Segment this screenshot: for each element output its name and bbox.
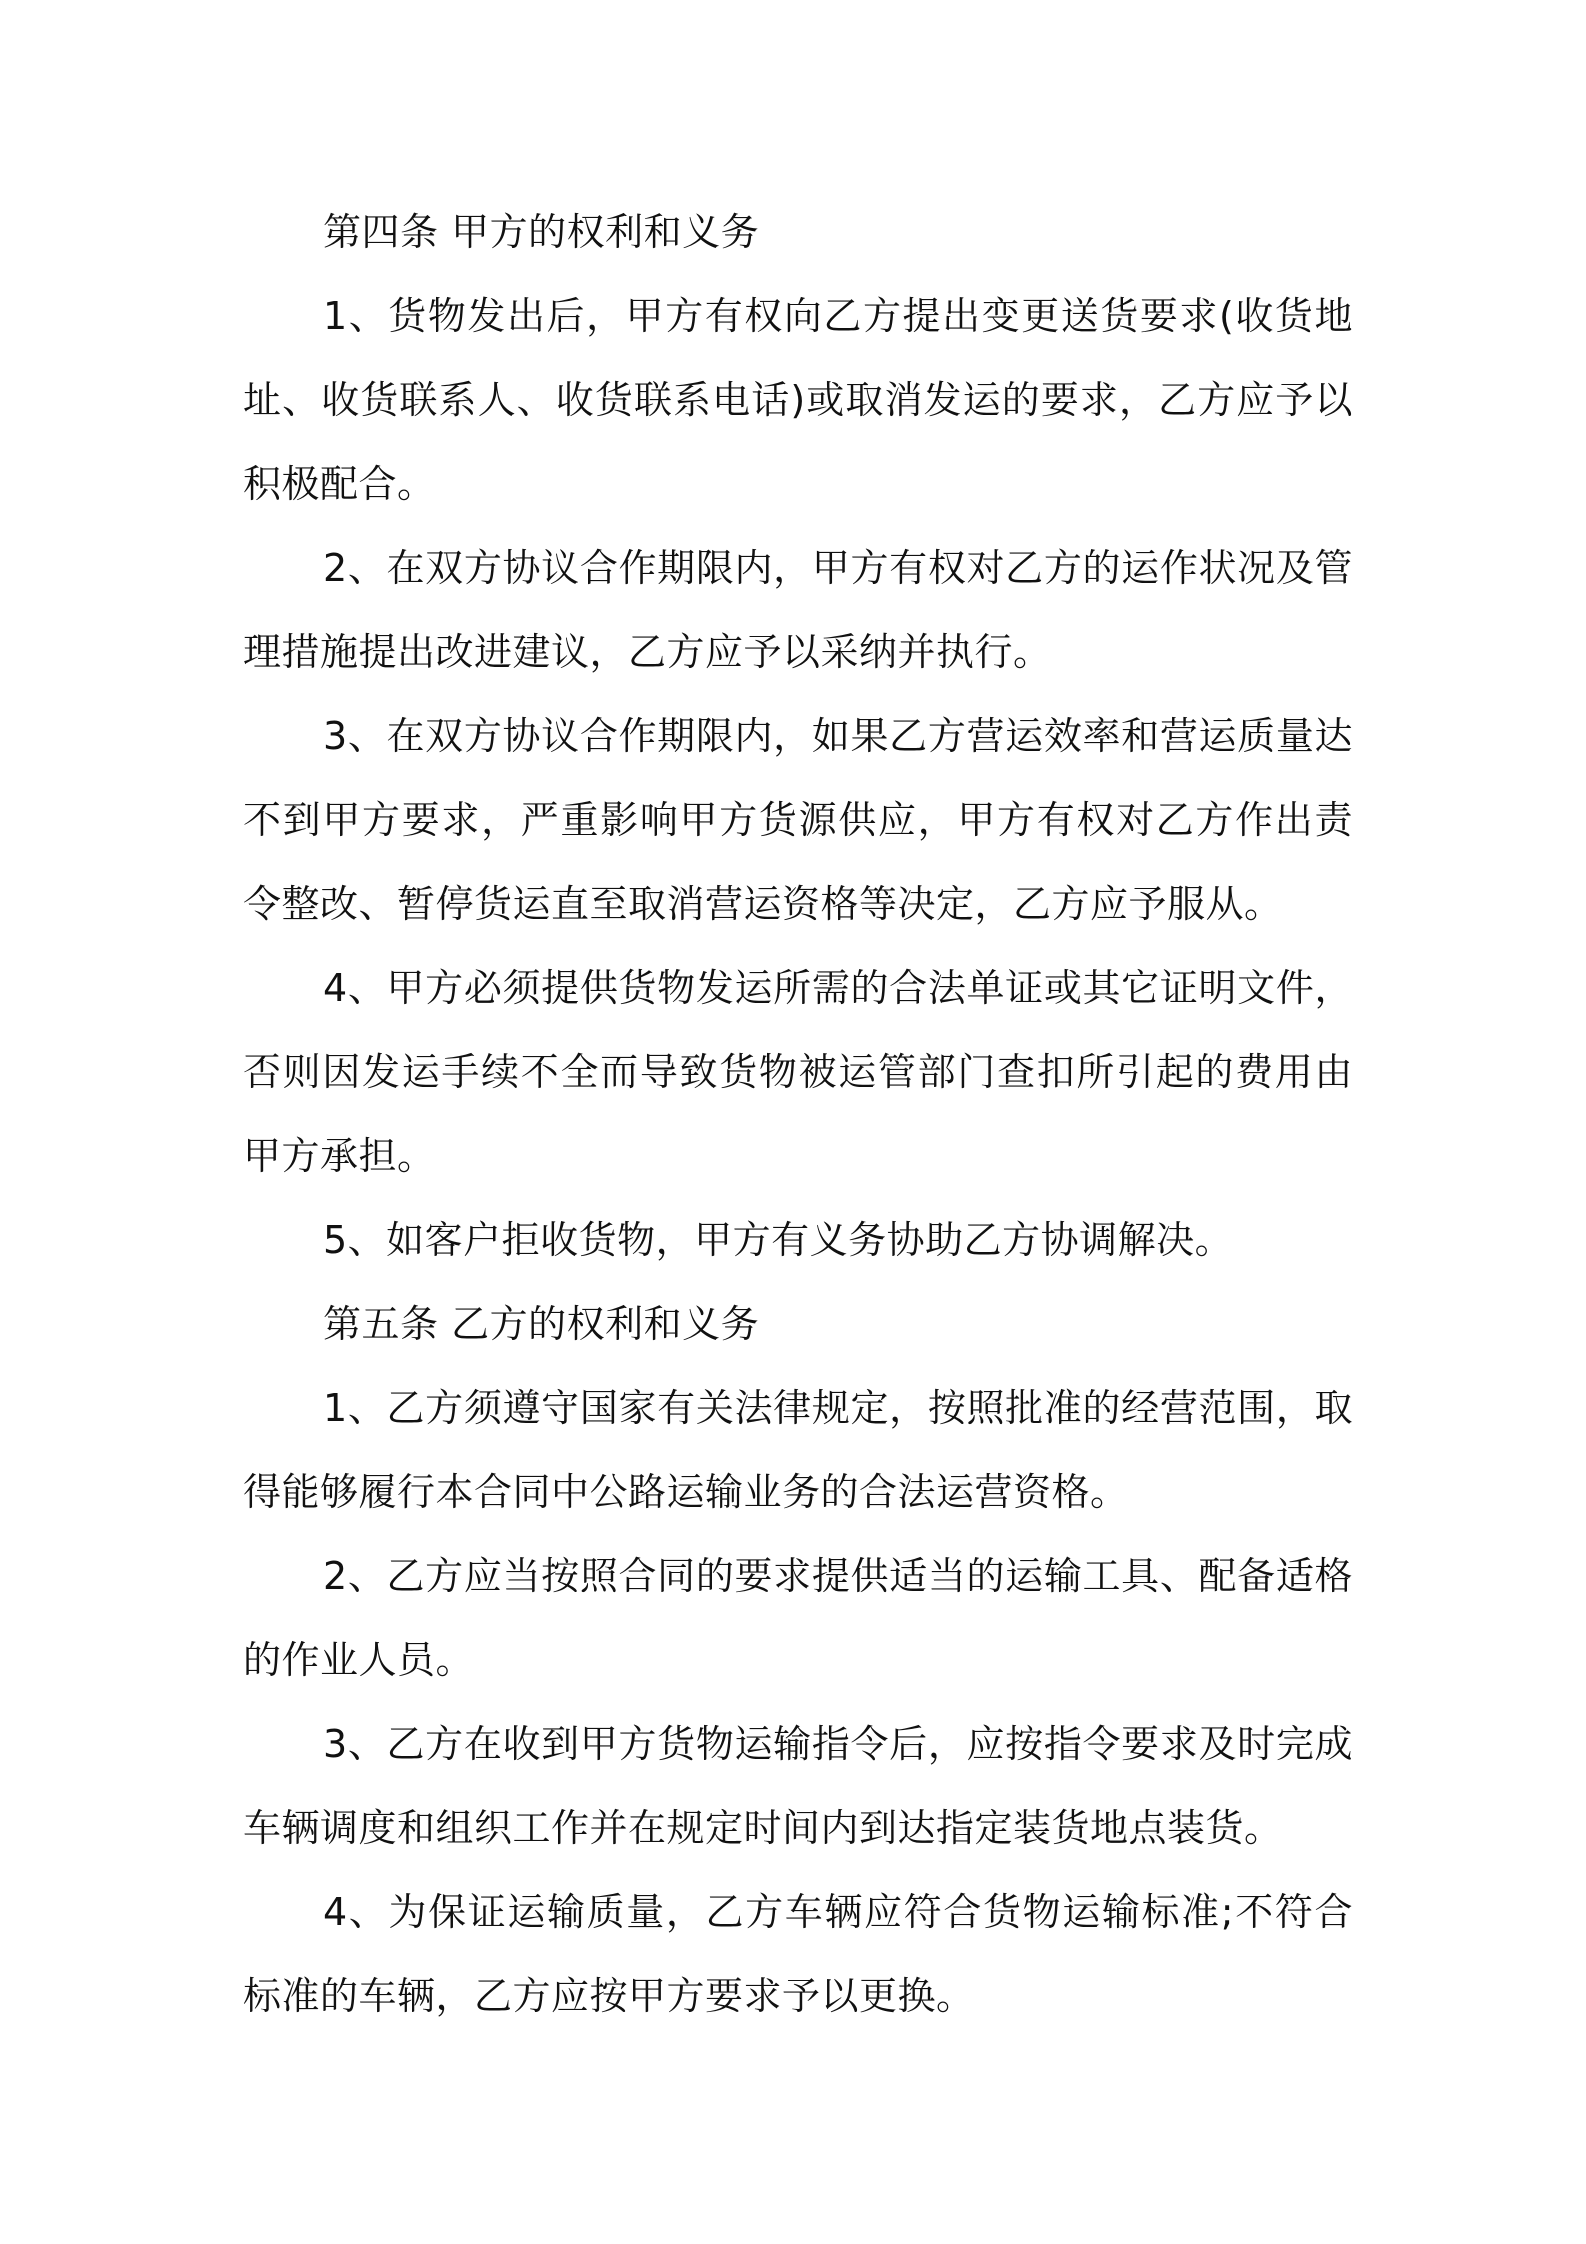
section-4-item-1: 1、货物发出后，甲方有权向乙方提出变更送货要求(收货地址、收货联系人、收货联系电话)或取消发运的要求，乙方应予以积极配合。 [243, 294, 1353, 506]
section-5-item-1: 1、乙方须遵守国家有关法律规定，按照批准的经营范围，取得能够履行本合同中公路运输业务的合法运营资格。 [243, 1386, 1353, 1514]
section-5-item-3: 3、乙方在收到甲方货物运输指令后，应按指令要求及时完成车辆调度和组织工作并在规定时间内到达指定装货地点装货。 [243, 1722, 1353, 1850]
section-5-item-4: 4、为保证运输质量，乙方车辆应符合货物运输标准;不符合标准的车辆，乙方应按甲方要求予以更换。 [243, 1890, 1353, 2018]
section-4-item-3: 3、在双方协议合作期限内，如果乙方营运效率和营运质量达不到甲方要求，严重影响甲方货源供应，甲方有权对乙方作出责令整改、暂停货运直至取消营运资格等决定，乙方应予服从。 [243, 714, 1353, 926]
document-body [243, 190, 1353, 2038]
section-4-heading: 第四条 甲方的权利和义务 [323, 210, 760, 254]
section-5-heading: 第五条 乙方的权利和义务 [323, 1302, 760, 1346]
section-5-item-2: 2、乙方应当按照合同的要求提供适当的运输工具、配备适格的作业人员。 [243, 1554, 1353, 1682]
section-4-item-2: 2、在双方协议合作期限内，甲方有权对乙方的运作状况及管理措施提出改进建议，乙方应予以采纳并执行。 [243, 546, 1353, 674]
section-4-item-4: 4、甲方必须提供货物发运所需的合法单证或其它证明文件，否则因发运手续不全而导致货物被运管部门查扣所引起的费用由甲方承担。 [243, 966, 1353, 1178]
section-4-item-5: 5、如客户拒收货物，甲方有义务协助乙方协调解决。 [323, 1218, 1234, 1262]
